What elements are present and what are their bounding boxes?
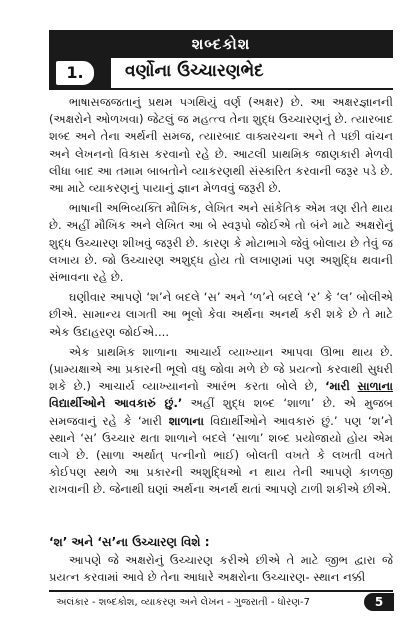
quote-2-start: ‘મારી	[131, 413, 162, 428]
page-number: 5	[364, 593, 394, 611]
footer-rule	[49, 590, 393, 592]
paragraph-3: ઘણીવાર આપણે ‘શ’ને બદલે ‘સ’ અને ‘ળ’ને બદલે ‘ર’ કે ‘લ’ બોલીએ છીએ. સામાન્ય લાગતી આ ભૂલો કેવા અર્થના અનર્થ કરી શકે છે તે માટે એક ઉદાહરણ જોઈએ....	[49, 290, 393, 339]
body-text	[49, 94, 393, 502]
paragraph-4-part-c: પણ ‘શ’ને સ્થાને ‘સ’ ઉચ્ચાર થતા શાળાને બદલે ‘સાળા’ શબ્દ પ્રયોજાયો હોય એમ લાગે છે. (સાળા અર્થાત્ પત્નીનો ભાઈ) બોલતી વખતે કે લખતી વખતે કોઈપણ સ્થળે આ પ્રકારની અશુદ્ધિઓ ન થાય તેની આપણે કાળજી રાખવાની છે. જેનાથી ઘણાં અર્થના અનર્થ થતાં આપણે ટાળી શકીએ છીએ.	[49, 413, 393, 497]
quote-2-bold-word: શાળાના	[161, 413, 204, 428]
section-number: 1.	[55, 60, 95, 86]
footer-text: અલંકાર - શબ્દકોશ, વ્યાકરણ અને લેખન - ગુજરાતી - ધોરણ-7	[56, 597, 311, 608]
quote-1-start: ‘મારી	[325, 379, 350, 394]
paragraph-1: ભાષાસજજતાનું પ્રથમ પગથિયું વર્ણ (અક્ષર) છે. આ અક્ષરજ્ઞાનની (અક્ષરોને ઓળખવા) જેટલું જ મહત્ત્વ તેના શુદ્ધ ઉચ્ચારણનું છે. ત્યારબાદ શબ્દ અને તેના અર્થની સમજ, ત્યારબાદ વાક્યરચના અને તે પછી વાંચન અને લેખનનો વિકાસ કરવાનો રહે છે. આટલી પ્રાથમિક જાણકારી મેળવી લીધા બાદ આ તમામ બાબતોને વ્યાકરણથી સંસ્કારિત કરવાની જરૂર પડે છે. આ માટે વ્યાકરણનું પાયાનું જ્ઞાન મેળવવું જરૂરી છે.	[49, 95, 393, 196]
quote-1-rest: વિદ્યાર્થીઓને આવકારું છું.’	[49, 396, 183, 411]
section-number-tab	[49, 58, 111, 88]
lower-paragraph: આપણે જે અક્ષરોનું ઉચ્ચારણ કરીએ છીએ તે માટે જીભ દ્વારા જે પ્રયત્ન કરવામાં આવે છે તેના આધારે અક્ષરોના ઉચ્ચારણ- સ્થાન નક્કી	[49, 553, 393, 585]
paragraph-4-part-a: એક પ્રાથમિક શાળાના આચાર્ય વ્યાખ્યાન આપવા ઊભા થાય છે. (પ્રામ્યક્ષાએ આ પ્રકારની ભૂલો વધુ જોવા મળે છે જે પ્રયત્નો કરવાથી સુધરી શકે છે.) આચાર્ય વ્યાખ્યાનનો આરંભ કરતા બોલે છે,	[49, 344, 393, 394]
paragraph-4	[49, 344, 393, 499]
sub-heading: ‘શ’ અને ‘સ’ના ઉચ્ચારણ વિશે :	[49, 535, 210, 549]
paragraph-2: ભાષાની અભિવ્યક્તિ મૌખિક, લેખિત અને સાંકેતિક એમ ત્રણ રીતે થાય છે. અહીં મૌખિક અને લેખિત આ બે સ્વરૂપો જોઈએ તો બંને માટે અક્ષરોનું શુદ્ધ ઉચ્ચારણ શીખવું જરૂરી છે. કારણ કે મોટાભાગે જેવું બોલાય છે તેવું જ લખાય છે. જો ઉચ્ચારણ અશુદ્ધ હોય તો લખાણમાં પણ અશુદ્ધિ થવાની સંભાવના રહે છે.	[49, 201, 393, 285]
section-title: વર્ણોના ઉચ્ચારણભેદ	[125, 61, 264, 81]
quote-1-underlined-word: સાળાના	[357, 379, 393, 394]
lower-text	[49, 552, 393, 586]
quote-2-rest: વિદ્યાર્થીઓને આવકારું છું.’	[203, 413, 338, 428]
paragraph-4-part-b: અહીં શુદ્ધ શબ્દ ‘શાળા’ છે. એ મુજબ સમજવાનું રહે કે	[49, 396, 393, 428]
section-heading-row	[49, 58, 393, 90]
chapter-header: શબ્દકોશ	[49, 30, 393, 58]
